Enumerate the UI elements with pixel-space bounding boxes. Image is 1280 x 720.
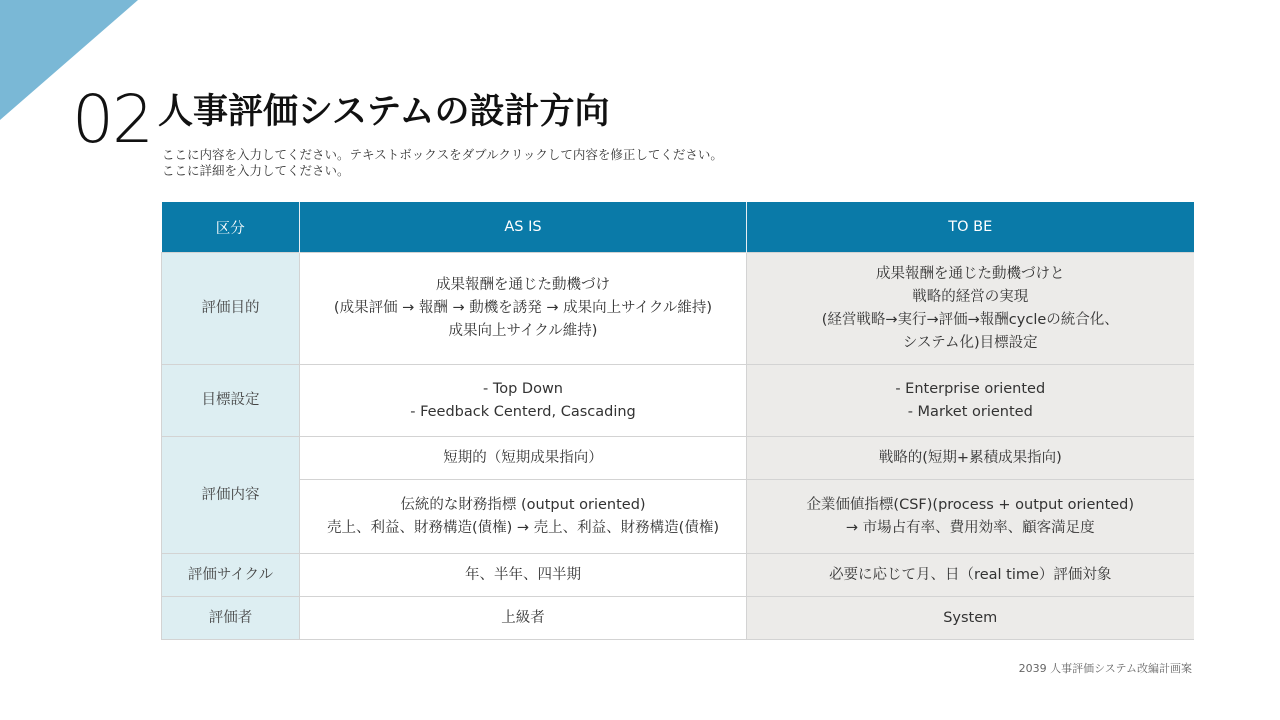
section-number: 02 [72,81,152,158]
table-row [162,437,1194,480]
cell-line: 企業価値指標(CSF)(process + output oriented) [806,496,1135,513]
category-cell: 目標設定 [162,365,300,437]
comparison-table [161,202,1194,640]
to-be-cell [747,480,1194,554]
footer-text: 2039 人事評価システム改編計画案 [1018,662,1192,675]
to-be-cell [747,253,1194,365]
cell-line: 成果報酬を通じた動機づけと [876,265,1065,282]
as-is-cell [300,365,747,437]
table-header-row [162,202,1194,253]
table-row [162,480,1194,554]
cell-line: 売上、利益、財務構造(債権) → 売上、利益、財務構造(債権) [327,519,719,536]
header-category: 区分 [162,202,300,253]
cell-line: - Feedback Centerd, Cascading [410,403,636,420]
category-cell: 評価者 [162,597,300,640]
cell-line: 成果向上サイクル維持) [448,323,598,339]
cell-line: → 市場占有率、費用効率、顧客満足度 [845,519,1095,536]
table-row [162,554,1194,597]
cell-line: - Enterprise oriented [895,380,1046,397]
cell-line: 伝統的な財務指標 (output oriented) [400,496,646,513]
cell-line: (経営戦略→実行→評価→報酬cycleの統合化、 [821,311,1119,328]
table-row [162,365,1194,437]
category-cell: 評価目的 [162,253,300,365]
category-cell: 評価内容 [162,437,300,554]
header-as-is: AS IS [300,202,747,253]
cell-line: (成果評価 → 報酬 → 動機を誘発 → 成果向上サイクル維持) [333,300,713,316]
cell-line: システム化)目標設定 [902,334,1038,351]
to-be-cell: 戦略的(短期+累積成果指向) [747,437,1194,480]
table-row [162,253,1194,365]
category-cell: 評価サイクル [162,554,300,597]
as-is-cell: 年、半年、四半期 [300,554,747,597]
as-is-cell [300,480,747,554]
cell-line: 戦略的経営の実現 [912,288,1029,305]
to-be-cell: 必要に応じて月、日（real time）評価対象 [747,554,1194,597]
as-is-cell [300,253,747,365]
page-title: 人事評価システムの設計方向 [158,92,610,132]
cell-line: 成果報酬を通じた動機づけ [436,277,610,293]
cell-line: - Top Down [482,380,563,397]
to-be-cell [747,365,1194,437]
cell-line: - Market oriented [907,403,1033,420]
subtitle-line: ここに詳細を入力してください。 [162,163,350,178]
to-be-cell: System [747,597,1194,640]
as-is-cell: 短期的（短期成果指向） [300,437,747,480]
as-is-cell: 上級者 [300,597,747,640]
subtitle-line: ここに内容を入力してください。テキストボックスをダブルクリックして内容を修正してください。 [162,147,723,162]
subtitle[interactable] [162,147,723,179]
header-to-be: TO BE [747,202,1194,253]
table-row [162,597,1194,640]
